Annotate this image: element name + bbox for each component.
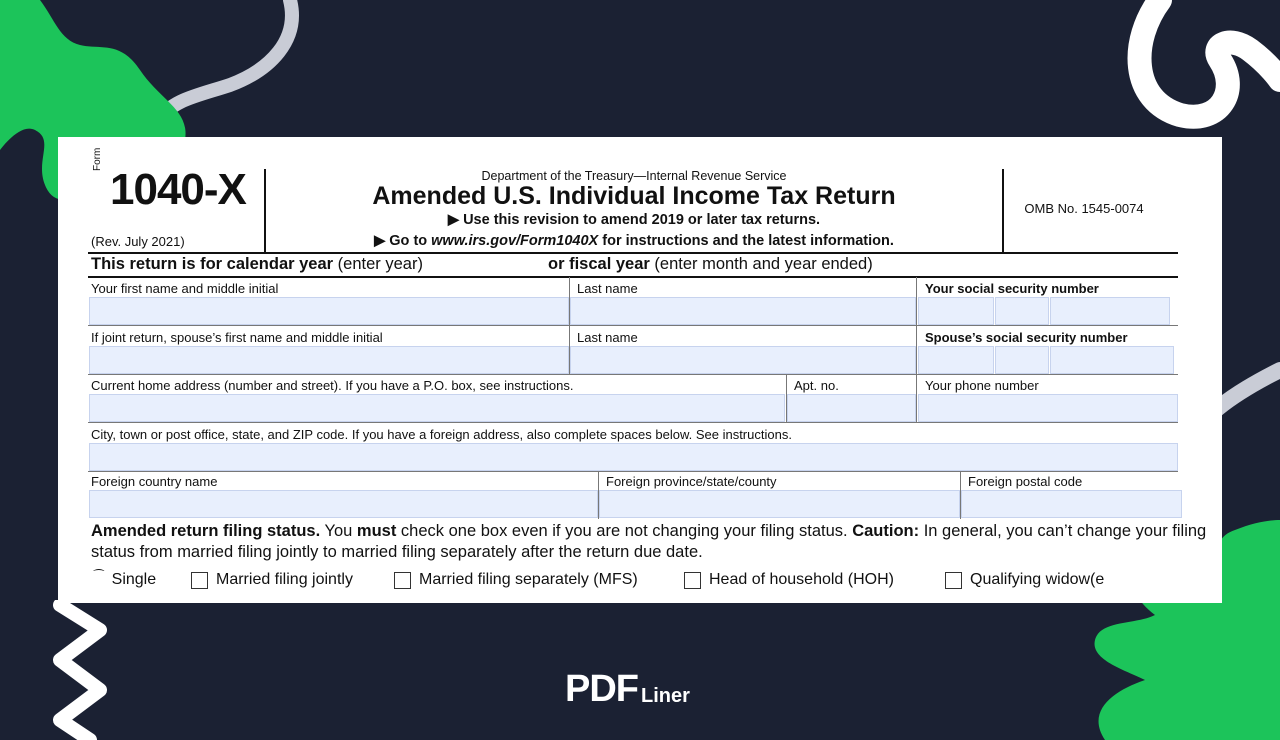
foreign-province-field[interactable]	[599, 490, 960, 518]
fiscal-year-hint: (enter month and year ended)	[649, 255, 873, 273]
apt-field[interactable]	[787, 394, 916, 422]
first-name-label: Your first name and middle initial	[91, 281, 279, 296]
address-field[interactable]	[89, 394, 785, 422]
form-header	[58, 137, 1222, 254]
spouse-ssn-field-part2[interactable]	[995, 346, 1049, 374]
foreign-postal-label: Foreign postal code	[968, 474, 1083, 489]
form-word: Form	[92, 147, 103, 171]
checkbox-box[interactable]	[945, 572, 962, 589]
checkbox-box[interactable]	[191, 572, 208, 589]
calendar-year-label: This return is for calendar year	[91, 255, 334, 273]
city-field[interactable]	[89, 443, 1178, 471]
fiscal-year-line[interactable]	[548, 255, 873, 274]
checkbox-label: Married filing jointly	[216, 571, 353, 588]
address-label: Current home address (number and street). If you have a P.O. box, see instructions.	[91, 378, 574, 393]
calendar-year-hint: (enter year)	[333, 255, 423, 273]
form-revision: (Rev. July 2021)	[91, 234, 185, 249]
foreign-country-field[interactable]	[89, 490, 598, 518]
filing-status-caution: Caution:	[852, 522, 920, 540]
spouse-ssn-label: Spouse’s social security number	[925, 330, 1128, 345]
first-name-field[interactable]	[89, 297, 569, 325]
foreign-country-label: Foreign country name	[91, 474, 218, 489]
checkbox-corner-icon: ⁀	[94, 569, 104, 583]
checkbox-label: Married filing separately (MFS)	[419, 571, 638, 588]
checkbox-label: Head of household (HOH)	[709, 571, 894, 588]
ssn-field-part2[interactable]	[995, 297, 1049, 325]
form-subtitle-instructions	[266, 233, 1002, 249]
ssn-field-part3[interactable]	[1050, 297, 1170, 325]
foreign-postal-field[interactable]	[961, 490, 1182, 518]
pdfliner-logo	[565, 670, 690, 708]
ssn-label: Your social security number	[925, 281, 1099, 296]
row-rule	[88, 374, 1178, 375]
filing-status-text: check one box even if you are not changing your filing status.	[396, 522, 853, 540]
form-title: Amended U.S. Individual Income Tax Return	[372, 182, 896, 210]
fiscal-year-label: or fiscal year	[548, 255, 650, 273]
checkbox-box[interactable]	[394, 572, 411, 589]
filing-status-must: must	[356, 522, 397, 540]
filing-status-text: You	[320, 522, 357, 540]
last-name-field[interactable]	[570, 297, 916, 325]
filing-status-heading: Amended return filing status.	[91, 522, 321, 540]
phone-field[interactable]	[918, 394, 1178, 422]
filing-status-instructions	[91, 521, 1211, 563]
field-divider	[916, 326, 917, 374]
last-name-label: Last name	[577, 281, 638, 296]
checkbox-label: Qualifying widow(e	[970, 571, 1105, 588]
spouse-last-name-field[interactable]	[570, 346, 916, 374]
field-divider	[916, 374, 917, 422]
instructions-suffix: for instructions and the latest information.	[598, 233, 894, 249]
form-1040x	[58, 137, 1222, 603]
spouse-ssn-field-part3[interactable]	[1050, 346, 1174, 374]
omb-number: OMB No. 1545-0074	[1024, 201, 1144, 216]
spouse-first-name-field[interactable]	[89, 346, 569, 374]
row-rule	[88, 325, 1178, 326]
row-rule	[88, 422, 1178, 423]
logo-main-text: PDF	[565, 668, 638, 710]
row-rule	[88, 471, 1178, 472]
header-rule	[88, 252, 1178, 254]
ssn-field-part1[interactable]	[918, 297, 994, 325]
field-divider	[916, 277, 917, 325]
logo-sub-text: Liner	[641, 685, 690, 707]
instructions-prefix: ▶ Go to	[374, 233, 432, 249]
single-checkbox[interactable]	[94, 571, 156, 589]
phone-label: Your phone number	[925, 378, 1039, 393]
calendar-year-line[interactable]	[91, 255, 423, 274]
checkbox-box[interactable]	[684, 572, 701, 589]
apt-label: Apt. no.	[794, 378, 839, 393]
checkbox-label: Single	[111, 571, 157, 588]
white-scribble-top-right	[1120, 0, 1280, 140]
irs-url-link[interactable]: www.irs.gov/Form1040X	[431, 233, 599, 249]
calendar-rule	[88, 276, 1178, 278]
married-jointly-checkbox[interactable]	[191, 571, 353, 589]
department-line: Department of the Treasury—Internal Revenue Service	[481, 169, 787, 183]
filing-status-text: In general, you can’t change your filing status from married filing jointly to married filing separately after the return due date.	[91, 522, 1207, 561]
head-of-household-checkbox[interactable]	[684, 571, 894, 589]
form-subtitle-revision: ▶ Use this revision to amend 2019 or later tax returns.	[447, 212, 821, 228]
city-label: City, town or post office, state, and ZIP code. If you have a foreign address, also complete spaces below. See instructions.	[91, 427, 792, 442]
foreign-province-label: Foreign province/state/county	[606, 474, 777, 489]
form-number: 1040-X	[110, 165, 246, 214]
spouse-last-name-label: Last name	[577, 330, 638, 345]
white-zigzag-bottom-left	[40, 600, 140, 740]
spouse-first-name-label: If joint return, spouse’s first name and middle initial	[91, 330, 383, 345]
spouse-ssn-field-part1[interactable]	[918, 346, 994, 374]
qualifying-widow-checkbox[interactable]	[945, 571, 1104, 589]
married-separately-checkbox[interactable]	[394, 571, 638, 589]
